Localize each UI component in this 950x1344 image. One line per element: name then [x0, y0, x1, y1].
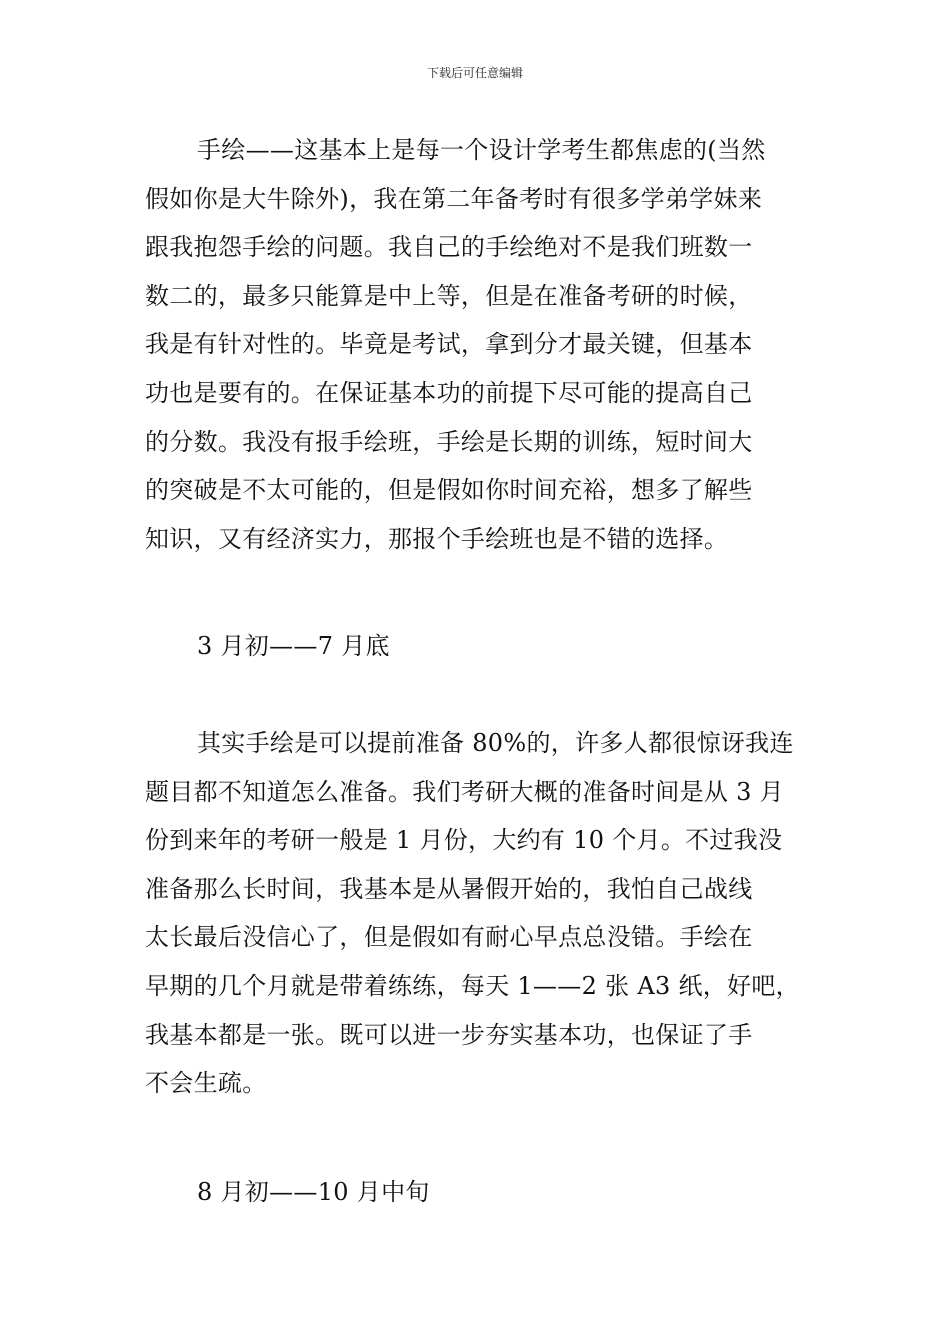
paragraph-line: 跟我抱怨手绘的问题。我自己的手绘绝对不是我们班数一: [145, 233, 753, 262]
page-header: 下载后可任意编辑: [426, 66, 523, 80]
section-heading-august-october: [145, 1168, 813, 1217]
paragraph-line: 假如你是大牛除外)，我在第二年备考时有很多学弟学妹来: [145, 184, 763, 213]
paragraph-line: 的突破是不太可能的，但是假如你时间充裕，想多了解些: [145, 476, 753, 505]
paragraph-line: 知识，又有经济实力，那报个手绘班也是不错的选择。: [145, 524, 729, 553]
paragraph-line: 准备那么长时间，我基本是从暑假开始的，我怕自己战线: [145, 874, 753, 903]
paragraph-line: 太长最后没信心了，但是假如有耐心早点总没错。手绘在: [145, 923, 753, 952]
paragraph-early-preparation: [145, 719, 813, 1108]
paragraph-line: 我基本都是一张。既可以进一步夯实基本功，也保证了手: [145, 1020, 753, 1049]
section-heading-text: 8 月初——10 月中旬: [197, 1178, 430, 1206]
paragraph-line: 其实手绘是可以提前准备 80%的，许多人都很惊讶我连: [197, 729, 794, 757]
paragraph-line: 的分数。我没有报手绘班，手绘是长期的训练，短时间大: [145, 427, 753, 456]
paragraph-line: 我是有针对性的。毕竟是考试，拿到分才最关键，但基本: [145, 330, 753, 359]
paragraph-line: 数二的，最多只能算是中上等，但是在准备考研的时候，: [145, 281, 753, 310]
paragraph-line: 功也是要有的。在保证基本功的前提下尽可能的提高自己: [145, 378, 753, 407]
section-heading-text: 3 月初——7 月底: [197, 632, 390, 660]
paragraph-line: 早期的几个月就是带着练练，每天 1——2 张 A3 纸，好吧，: [145, 971, 800, 1000]
paragraph-line: 题目都不知道怎么准备。我们考研大概的准备时间是从 3 月: [145, 777, 784, 806]
paragraph-line: 手绘——这基本上是每一个设计学考生都焦虑的(当然: [197, 136, 766, 164]
paragraph-hand-drawing-intro: [145, 126, 813, 563]
section-heading-march-july: [145, 622, 813, 671]
paragraph-line: 不会生疏。: [145, 1069, 267, 1098]
paragraph-line: 份到来年的考研一般是 1 月份，大约有 10 个月。不过我没: [145, 826, 783, 855]
